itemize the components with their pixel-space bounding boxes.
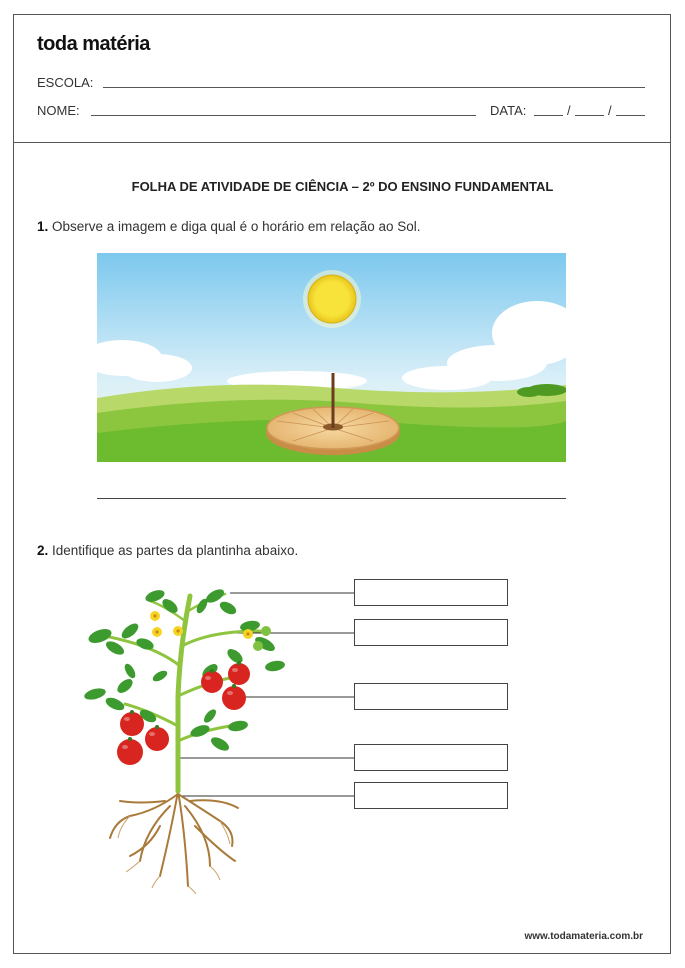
date-day-line[interactable] — [534, 115, 563, 116]
plant-label-box[interactable] — [354, 683, 508, 710]
plant-label-box[interactable] — [354, 579, 508, 606]
header-divider — [13, 142, 671, 143]
question-text: Identifique as partes da plantinha abaixo. — [52, 543, 299, 558]
school-label: ESCOLA: — [37, 75, 94, 90]
sundial-illustration — [97, 253, 566, 462]
footer-url: www.todamateria.com.br — [524, 931, 643, 942]
plant-label-box[interactable] — [354, 619, 508, 646]
date-year-line[interactable] — [616, 115, 645, 116]
sun-icon — [303, 270, 361, 328]
date-separator: / — [608, 103, 612, 118]
answer-line[interactable] — [97, 498, 566, 499]
tomatoes-icon — [117, 661, 250, 765]
roots-icon — [110, 791, 238, 886]
brand-logo: toda matéria — [37, 33, 150, 55]
flowers-icon — [150, 611, 253, 639]
worksheet-title: FOLHA DE ATIVIDADE DE CIÊNCIA – 2º DO ENSINO FUNDAMENTAL — [131, 179, 554, 194]
question-number: 1. — [37, 219, 49, 234]
school-field-line[interactable] — [103, 87, 645, 88]
date-month-line[interactable] — [575, 115, 604, 116]
root-hairs — [118, 816, 230, 894]
leaves-icon — [83, 587, 286, 754]
question-2 — [37, 543, 298, 558]
date-label: DATA: — [490, 103, 527, 118]
date-separator: / — [567, 103, 571, 118]
question-text: Observe a imagem e diga qual é o horário em relação ao Sol. — [52, 219, 421, 234]
question-number: 2. — [37, 543, 49, 558]
name-field-line[interactable] — [91, 115, 476, 116]
plant-label-box[interactable] — [354, 744, 508, 771]
leader-lines — [178, 593, 354, 796]
plant-label-box[interactable] — [354, 782, 508, 809]
question-1 — [37, 219, 421, 234]
name-label: NOME: — [37, 103, 80, 118]
